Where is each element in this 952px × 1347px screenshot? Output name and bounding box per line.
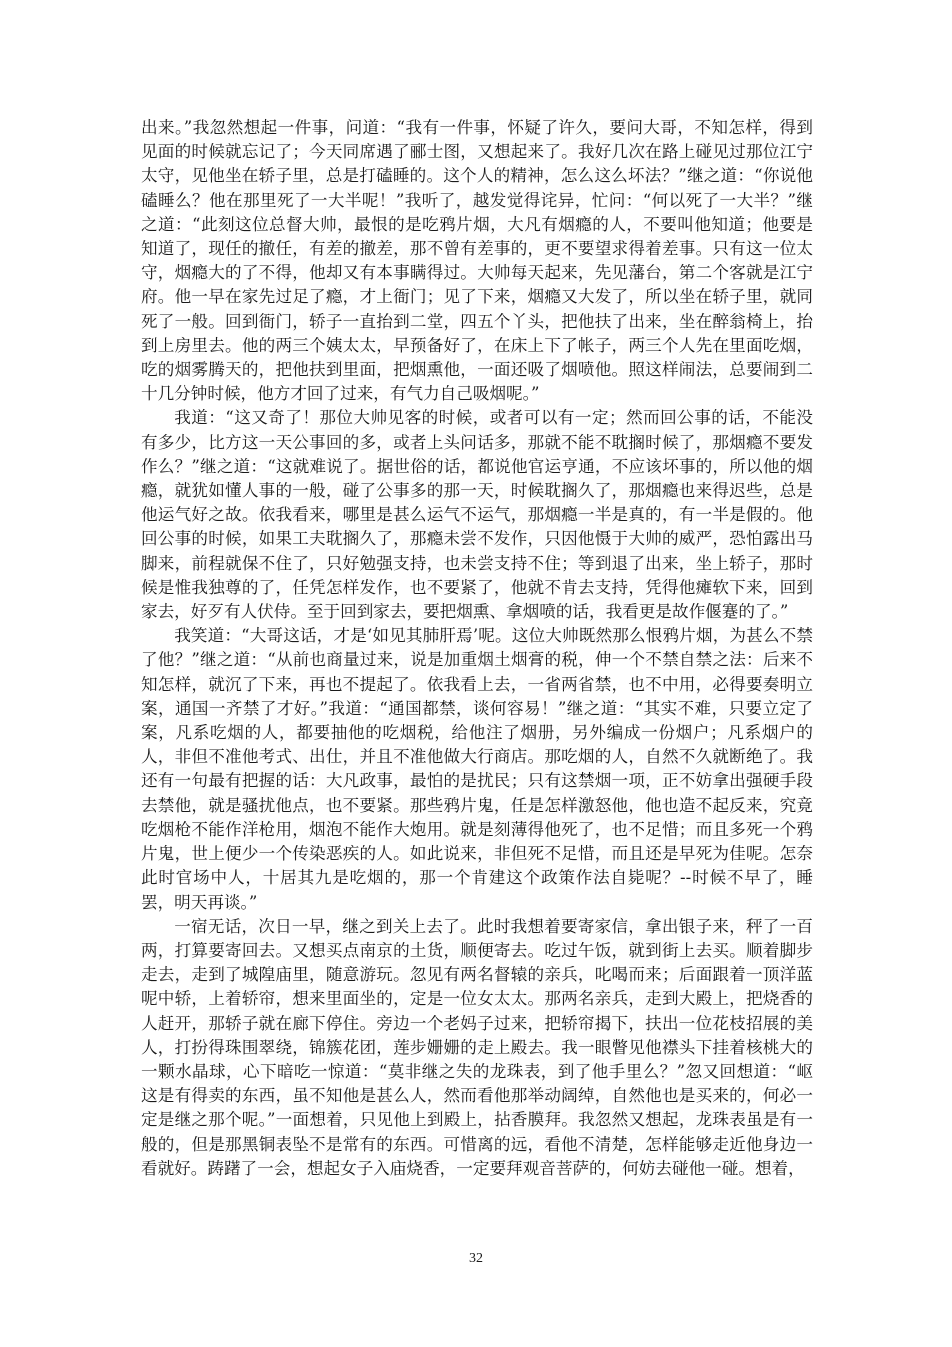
paragraph-4: 一宿无话，次日一早，继之到关上去了。此时我想着要寄家信，拿出银子来，秤了一百两，打算要寄回去。又想买点南京的土货，顺便寄去。吃过午饭，就到街上去买。顺着脚步走去，走到了城隍庙里，随意游玩。忽见有两名督辕的亲兵，叱喝而来；后面跟着一顶洋蓝呢中轿，上着轿帘，想来里面坐的，定是一位女太太。那两名亲兵，走到大殿上，把烧香的人赶开，那轿子就在廊下停住。旁边一个老妈子过来，把轿帘揭下，扶出一位花枝招展的美人，打扮得珠围翠绕，锦簇花团，莲步姗姗的走上殿去。我一眼瞥见他襟头下挂着核桃大的一颗水晶球，心下暗吃一惊道：“莫非继之失的龙珠表，到了他手里么？”忽又回想道：“岖这是有得卖的东西，虽不知他是甚么人，然而看他那举动阔绰，自然他也是买来的，何必一定是继之那个呢。”一面想着，只见他上到殿上，拈香膜拜。我忽然又想起，龙珠表虽是有一般的，但是那黑铜表坠不是常有的东西。可惜离的远，看他不清楚，怎样能够走近他身边一看就好。踌躇了一会，想起女子入庙烧香，一定要拜观音菩萨的，何妨去碰他一碰。想着， [141,916,813,1178]
page-number: 32 [469,1251,483,1266]
body-text [141,116,813,1181]
paragraph-2: 我道：“这又奇了！那位大帅见客的时候，或者可以有一定；然而回公事的话，不能没有多少，比方这一天公事回的多，或者上头问话多，那就不能不耽搁时候了，那烟瘾不要发作么？”继之道：“这就难说了。据世俗的话，都说他官运亨通，不应该坏事的，所以他的烟瘾，就犹如懂人事的一般，碰了公事多的那一天，时候耽搁久了，那烟瘾也来得迟些，总是他运气好之故。依我看来，哪里是甚么运气不运气，那烟瘾一半是真的，有一半是假的。他回公事的时候，如果工夫耽搁久了，那瘾未尝不发作，只因他慑于大帅的威严，恐怕露出马脚来，前程就保不住了，只好勉强支持，也未尝支持不住；等到退了出来，坐上轿子，那时候是惟我独尊的了，任凭怎样发作，也不要紧了，他就不肯去支持，凭得他瘫软下来，回到家去，好歹有人伏侍。至于回到家去，要把烟熏、拿烟喷的话，我看更是故作偃蹇的了。” [141,408,813,622]
paragraph-3: 我笑道：“大哥这话，才是‘如见其肺肝焉’呢。这位大帅既然那么恨鸦片烟，为甚么不禁了他？”继之道：“从前也商量过来，说是加重烟土烟膏的税，伸一个不禁自禁之法：后来不知怎样，就沉了下来，再也不提起了。依我看上去，一省两省禁，也不中用，必得要奏明立案，通国一齐禁了才好。”我道：“通国都禁，谈何容易！”继之道：“其实不难，只要立定了案，凡系吃烟的人，都要抽他的吃烟税，给他注了烟册，另外编成一份烟户；凡系烟户的人，非但不准他考式、出仕，并且不准他做大行商店。那吃烟的人，自然不久就断绝了。我还有一句最有把握的话：大凡政事，最怕的是扰民；只有这禁烟一项，正不妨拿出强硬手段去禁他，就是骚扰他点，也不要紧。那些鸦片鬼，任是怎样激怒他，他也造不起反来，究竟吃烟枪不能作洋枪用，烟泡不能作大炮用。就是刻薄得他死了，也不足惜；而且多死一个鸦片鬼，世上便少一个传染恶疾的人。如此说来，非但死不足惜，而且还是早死为佳呢。怎奈此时官场中人，十居其九是吃烟的，那一个肯建这个政策作法自毙呢？--时候不早了，睡罢，明天再谈。” [141,626,813,912]
paragraph-1: 出来。”我忽然想起一件事，问道：“我有一件事，怀疑了许久，要问大哥，不知怎样，得到见面的时候就忘记了；今天同席遇了郦士图，又想起来了。我好几次在路上碰见过那位江宁太守，见他坐在轿子里，总是打磕睡的。这个人的精神，怎么这么坏法？”继之道：“你说他磕睡么？他在那里死了一大半呢！”我听了，越发觉得诧异，忙问：“何以死了一大半？”继之道：“此刻这位总督大帅，最恨的是吃鸦片烟，大凡有烟瘾的人，不要叫他知道；他要是知道了，现任的撤任，有差的撤差，那不曾有差事的，更不要望求得着差事。只有这一位太守，烟瘾大的了不得，他却又有本事瞒得过。大帅每天起来，先见藩台，第二个客就是江宁府。他一早在家先过足了瘾，才上衙门；见了下来，烟瘾又大发了，所以坐在轿子里，就同死了一般。回到衙门，轿子一直抬到二堂，四五个丫头，把他扶了出来，坐在醉翁椅上，抬到上房里去。他的两三个姨太太，早预备好了，在床上下了帐子，两三个人先在里面吃烟，吃的烟雾腾天的，把他扶到里面，把烟熏他，一面还吸了烟喷他。照这样闹法，总要闹到二十几分钟时候，他方才回了过来，有气力自己吸烟呢。” [141,118,813,404]
